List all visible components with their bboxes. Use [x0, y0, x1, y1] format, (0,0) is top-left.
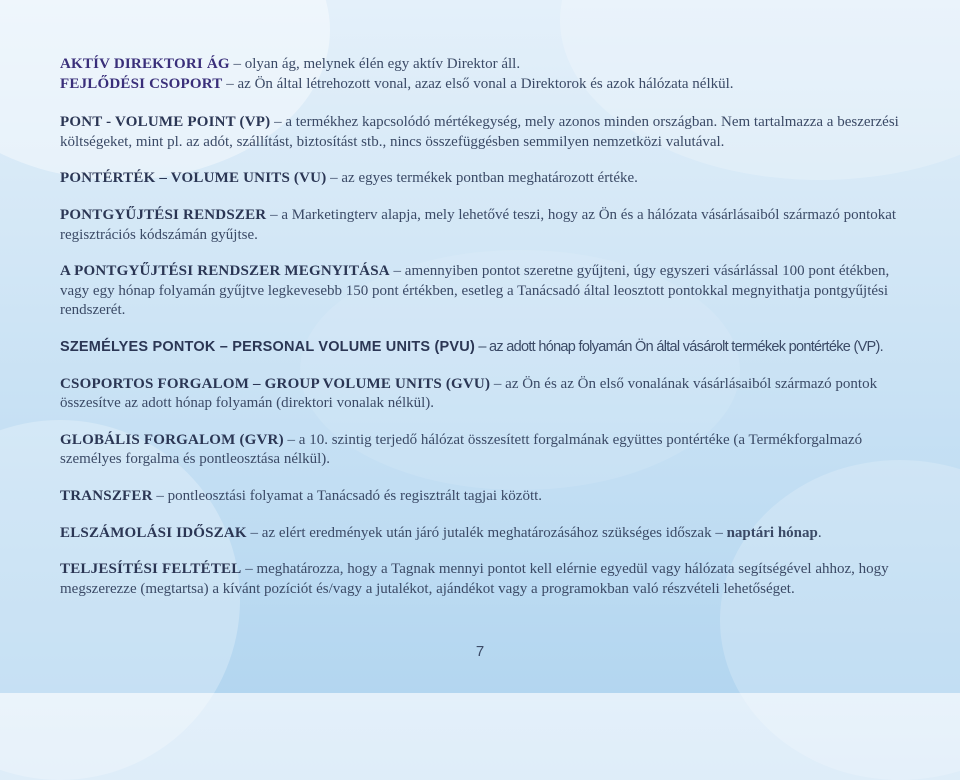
glossary-term: FEJLŐDÉSI CSOPORT — [60, 75, 223, 92]
page-number: 7 — [475, 643, 485, 660]
glossary-term: PONTÉRTÉK – VOLUME UNITS (VU) — [60, 170, 327, 187]
glossary-definition: – meghatározza, hogy a Tagnak mennyi pontot kell elérnie egyedül vagy hálózata segítségével ahhoz, hogy megszerezze (megtartsa) a kívánt pozíciót és/vagy a jutalékot, ajándékot vagy a programokban való részvételi lehetőséget. — [60, 561, 889, 597]
glossary-entry — [60, 524, 908, 544]
glossary-definition: – az Ön és az Ön első vonalának vásárlásaiból származó pontok összesítve az adott hónap folyamán (direktori vonalak nélkül). — [60, 375, 878, 412]
glossary-term: SZEMÉLYES PONTOK – PERSONAL VOLUME UNITS (PVU) — [60, 338, 475, 355]
glossary-definition: – pontleosztási folyamat a Tanácsadó és regisztrált tagjai között. — [152, 487, 543, 504]
glossary-entry — [60, 262, 908, 321]
glossary-suffix: . — [817, 524, 822, 541]
glossary-entry — [60, 55, 908, 75]
glossary-definition: – a Marketingterv alapja, mely lehetővé teszi, hogy az Ön és a hálózata vásárlásaiból származó pontokat regisztrációs kódszámán gyűjtse. — [60, 206, 897, 243]
glossary-entry — [60, 113, 908, 152]
glossary-term: AKTÍV DIREKTORI ÁG — [60, 56, 230, 72]
glossary-definition: – a termékhez kapcsolódó mértékegység, mely azonos minden országban. Nem tartalmazza a beszerzési költségeket, mint pl. az adót, szállítást, biztosítást stb., nincs összefüggésben semmilyen nemzetközi valutával. — [60, 114, 899, 150]
glossary-entry — [60, 375, 908, 414]
glossary-definition: – az elért eredmények után járó jutalék meghatározásához szükséges időszak – — [246, 524, 727, 541]
glossary-term: GLOBÁLIS FORGALOM (GVR) — [60, 431, 284, 448]
glossary-entry — [60, 487, 908, 507]
glossary-entry — [60, 338, 908, 358]
glossary-definition: – az adott hónap folyamán Ön által vásárolt termékek pontértéke (VP). — [475, 338, 883, 355]
glossary-definition: – amennyiben pontot szeretne gyűjteni, úgy egyszeri vásárlással 100 pont étékben, vagy egy hónap folyamán gyűjtve legkevesebb 150 pont értékben, esetleg a Tanácsadó által leosztott pontokkal megnyithatja pontgyűjtési rendszerét. — [60, 263, 890, 319]
glossary-term: TELJESÍTÉSI FELTÉTEL — [60, 561, 242, 578]
glossary-entry — [60, 560, 908, 599]
glossary-term: PONTGYŰJTÉSI RENDSZER — [60, 206, 267, 223]
glossary-definition: – az Ön által létrehozott vonal, azaz első vonal a Direktorok és azok hálózata nélkül. — [222, 75, 734, 92]
glossary-entry — [60, 431, 908, 470]
glossary-term: PONT - VOLUME POINT (VP) — [60, 114, 271, 131]
glossary-term: TRANSZFER — [60, 487, 153, 504]
glossary-definition: – a 10. szintig terjedő hálózat összesített forgalmának együttes pontértéke (a Termékforgalmazó személyes forgalma és pontleosztása nélkül). — [60, 431, 863, 468]
glossary-entry — [60, 75, 908, 95]
glossary-entry — [60, 169, 908, 189]
glossary-term: CSOPORTOS FORGALOM – GROUP VOLUME UNITS (GVU) — [60, 375, 491, 392]
glossary-definition: – az egyes termékek pontban meghatározott értéke. — [326, 170, 638, 187]
glossary-term: A PONTGYŰJTÉSI RENDSZER MEGNYITÁSA — [60, 263, 390, 280]
glossary-term: ELSZÁMOLÁSI IDŐSZAK — [60, 524, 247, 541]
glossary-highlight: naptári hónap — [726, 524, 818, 541]
glossary-entry — [60, 206, 908, 245]
glossary-definition: – olyan ág, melynek élén egy aktív Direktor áll. — [229, 56, 521, 72]
glossary — [60, 55, 908, 616]
